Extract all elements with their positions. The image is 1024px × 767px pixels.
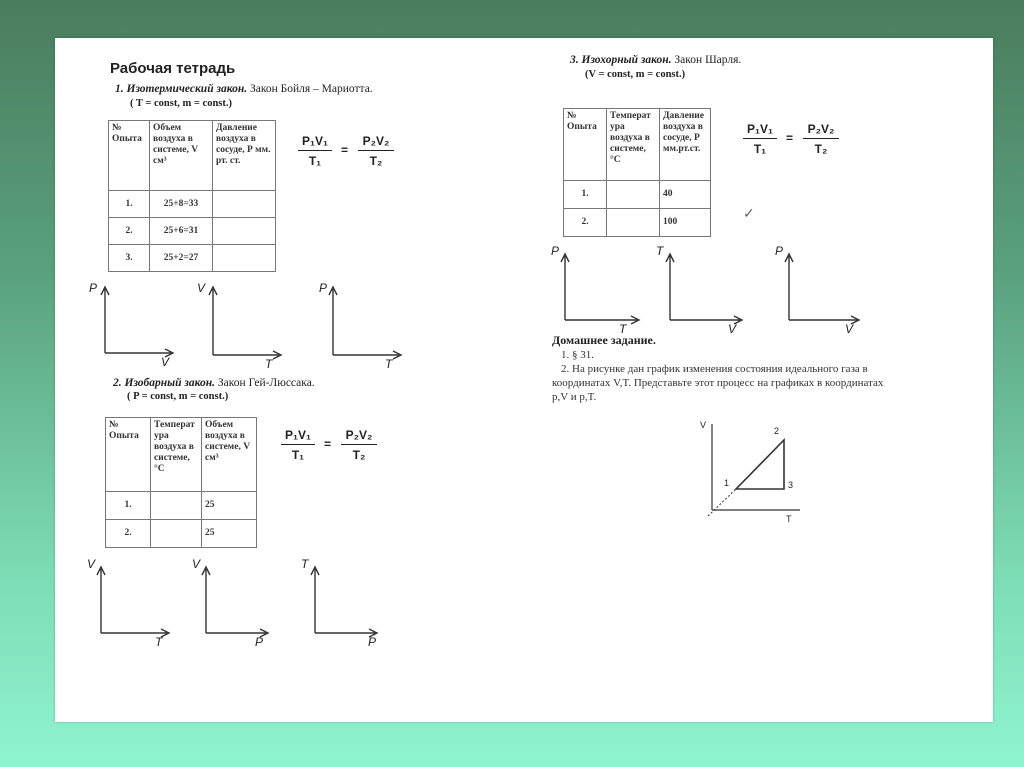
axis-label-x: V (845, 322, 854, 336)
table-header-cell: Температ ура воздуха в системе, °С (151, 418, 202, 492)
table-cell (607, 209, 660, 237)
table-cell: 25+8=33 (150, 191, 213, 218)
section1-law-name: Закон Бойля – Мариотта. (249, 83, 373, 95)
formula-equals: = (324, 437, 332, 451)
axis-label-x: P (255, 635, 264, 649)
homework-item-2-line-1: 2. На рисунке дан график изменения состояния идеального газа в (561, 363, 868, 375)
table-row (106, 492, 257, 520)
table-row (106, 520, 257, 548)
formula-denominator: T₂ (814, 142, 828, 156)
table-cell: 100 (660, 209, 711, 237)
axis-label-y: V (700, 420, 707, 430)
table-cell: 25+2=27 (150, 245, 213, 272)
section2-conditions: ( P = const, m = const.) (127, 391, 229, 402)
formula-numerator: P₁V₁ (743, 122, 777, 139)
table-cell (151, 520, 202, 548)
table-header-cell: Температ ура воздуха в системе, °С (607, 109, 660, 181)
table-cell: 1. (106, 492, 151, 520)
section2-heading (113, 377, 315, 389)
table-cell (151, 492, 202, 520)
homework-item-2-line-2: координатах V,T. Представьте этот процесс на графиках в координатах (552, 377, 884, 389)
formula-numerator: P₁V₁ (281, 428, 315, 445)
section1-graph-1 (89, 281, 175, 369)
formula-right (803, 122, 839, 156)
formula-denominator: T₂ (369, 154, 383, 168)
formula-right (341, 428, 377, 462)
formula-numerator: P₁V₁ (298, 134, 332, 151)
axis-label-x: P (368, 635, 377, 649)
section3-graph-3 (775, 244, 869, 336)
table-cell: 2. (564, 209, 607, 237)
table-cell (213, 191, 276, 218)
table-row (109, 245, 276, 272)
axis-label-y: T (656, 244, 664, 258)
homework-title: Домашнее задание. (552, 333, 656, 347)
table-cell: 25 (202, 492, 257, 520)
axis-label-x: T (265, 357, 273, 371)
homework-vt-diagram (700, 418, 810, 528)
homework-item-2-line-3: p,V и p,T. (552, 391, 597, 403)
table-header-cell: № Опыта (106, 418, 151, 492)
section3-graph-1 (551, 244, 645, 336)
section3-law-name: Закон Шарля. (674, 54, 742, 66)
formula-left (281, 428, 315, 462)
table-header-cell: Объем воздуха в системе, V см³ (202, 418, 257, 492)
table-cell (607, 181, 660, 209)
formula-numerator: P₂V₂ (358, 134, 394, 151)
axis-label-x: T (155, 635, 163, 649)
table-cell: 25+6=31 (150, 218, 213, 245)
axis-label-y: P (89, 281, 98, 295)
axis-label-x: T (385, 357, 393, 371)
axis-label-x: V (161, 355, 170, 369)
axis-label-y: V (192, 557, 201, 571)
table-header-cell: № Опыта (109, 121, 150, 191)
table-cell: 40 (660, 181, 711, 209)
table-cell: 3. (109, 245, 150, 272)
section1-formula (298, 134, 398, 174)
table-row (109, 218, 276, 245)
formula-numerator: P₂V₂ (341, 428, 377, 445)
worksheet-page (55, 38, 993, 722)
section3-graph-2 (656, 244, 750, 336)
table-row (564, 181, 711, 209)
section3-number: 3. (570, 54, 579, 66)
table-row (109, 191, 276, 218)
axis-label-y: P (551, 244, 560, 258)
table-cell: 1. (564, 181, 607, 209)
section2-number: 2. (113, 377, 122, 389)
table-header-cell: Объем воздуха в системе, V см³ (150, 121, 213, 191)
axis-label-y: V (197, 281, 206, 295)
section1-number: 1. (115, 83, 124, 95)
formula-left (743, 122, 777, 156)
table-row (564, 209, 711, 237)
section2-formula (281, 428, 381, 468)
section1-table (108, 120, 276, 272)
table-cell: 1. (109, 191, 150, 218)
axis-label-y: V (87, 557, 96, 571)
point-label-3: 3 (788, 480, 794, 490)
point-label-2: 2 (774, 426, 780, 436)
formula-right (358, 134, 394, 168)
axis-label-x: V (728, 322, 737, 336)
formula-denominator: T₁ (308, 154, 322, 168)
section3-formula (743, 122, 843, 162)
section1-graph-2 (197, 281, 285, 371)
section3-heading (570, 54, 741, 66)
section2-law: Изобарный закон. (124, 377, 216, 389)
table-cell (213, 245, 276, 272)
formula-equals: = (786, 131, 794, 145)
table-cell: 25 (202, 520, 257, 548)
formula-left (298, 134, 332, 168)
formula-equals: = (341, 143, 349, 157)
section1-conditions: ( T = const, m = const.) (130, 98, 232, 109)
table-cell: 2. (109, 218, 150, 245)
section3-conditions: (V = const, m = const.) (585, 69, 686, 80)
axis-label-x: T (786, 514, 792, 524)
table-header-cell: № Опыта (564, 109, 607, 181)
section1-heading (115, 83, 373, 95)
table-header-cell: Давление воздуха в сосуде, Р мм. рт. ст. (213, 121, 276, 191)
axis-label-y: T (301, 557, 309, 571)
table-cell: 2. (106, 520, 151, 548)
formula-denominator: T₁ (753, 142, 767, 156)
formula-denominator: T₂ (352, 448, 366, 462)
section2-law-name: Закон Гей-Люссака. (217, 377, 315, 389)
homework-item-1: 1. § 31. (561, 349, 594, 361)
axis-label-y: P (775, 244, 784, 258)
check-mark: ✓ (743, 207, 755, 222)
formula-denominator: T₁ (291, 448, 305, 462)
section2-graph-3 (301, 557, 387, 649)
table-header-cell: Давление воздуха в сосуде, Р мм.рт.ст. (660, 109, 711, 181)
formula-numerator: P₂V₂ (803, 122, 839, 139)
section2-table (105, 417, 257, 548)
point-label-1: 1 (724, 478, 730, 488)
section3-table (563, 108, 711, 237)
section1-law: Изотермический закон. (126, 83, 248, 95)
axis-label-y: P (319, 281, 328, 295)
section1-graph-3 (319, 281, 405, 371)
section3-law: Изохорный закон. (581, 54, 672, 66)
section2-graph-1 (87, 557, 173, 649)
page-title: Рабочая тетрадь (110, 60, 236, 77)
table-cell (213, 218, 276, 245)
axis-label-x: T (619, 322, 627, 336)
section2-graph-2 (192, 557, 278, 649)
